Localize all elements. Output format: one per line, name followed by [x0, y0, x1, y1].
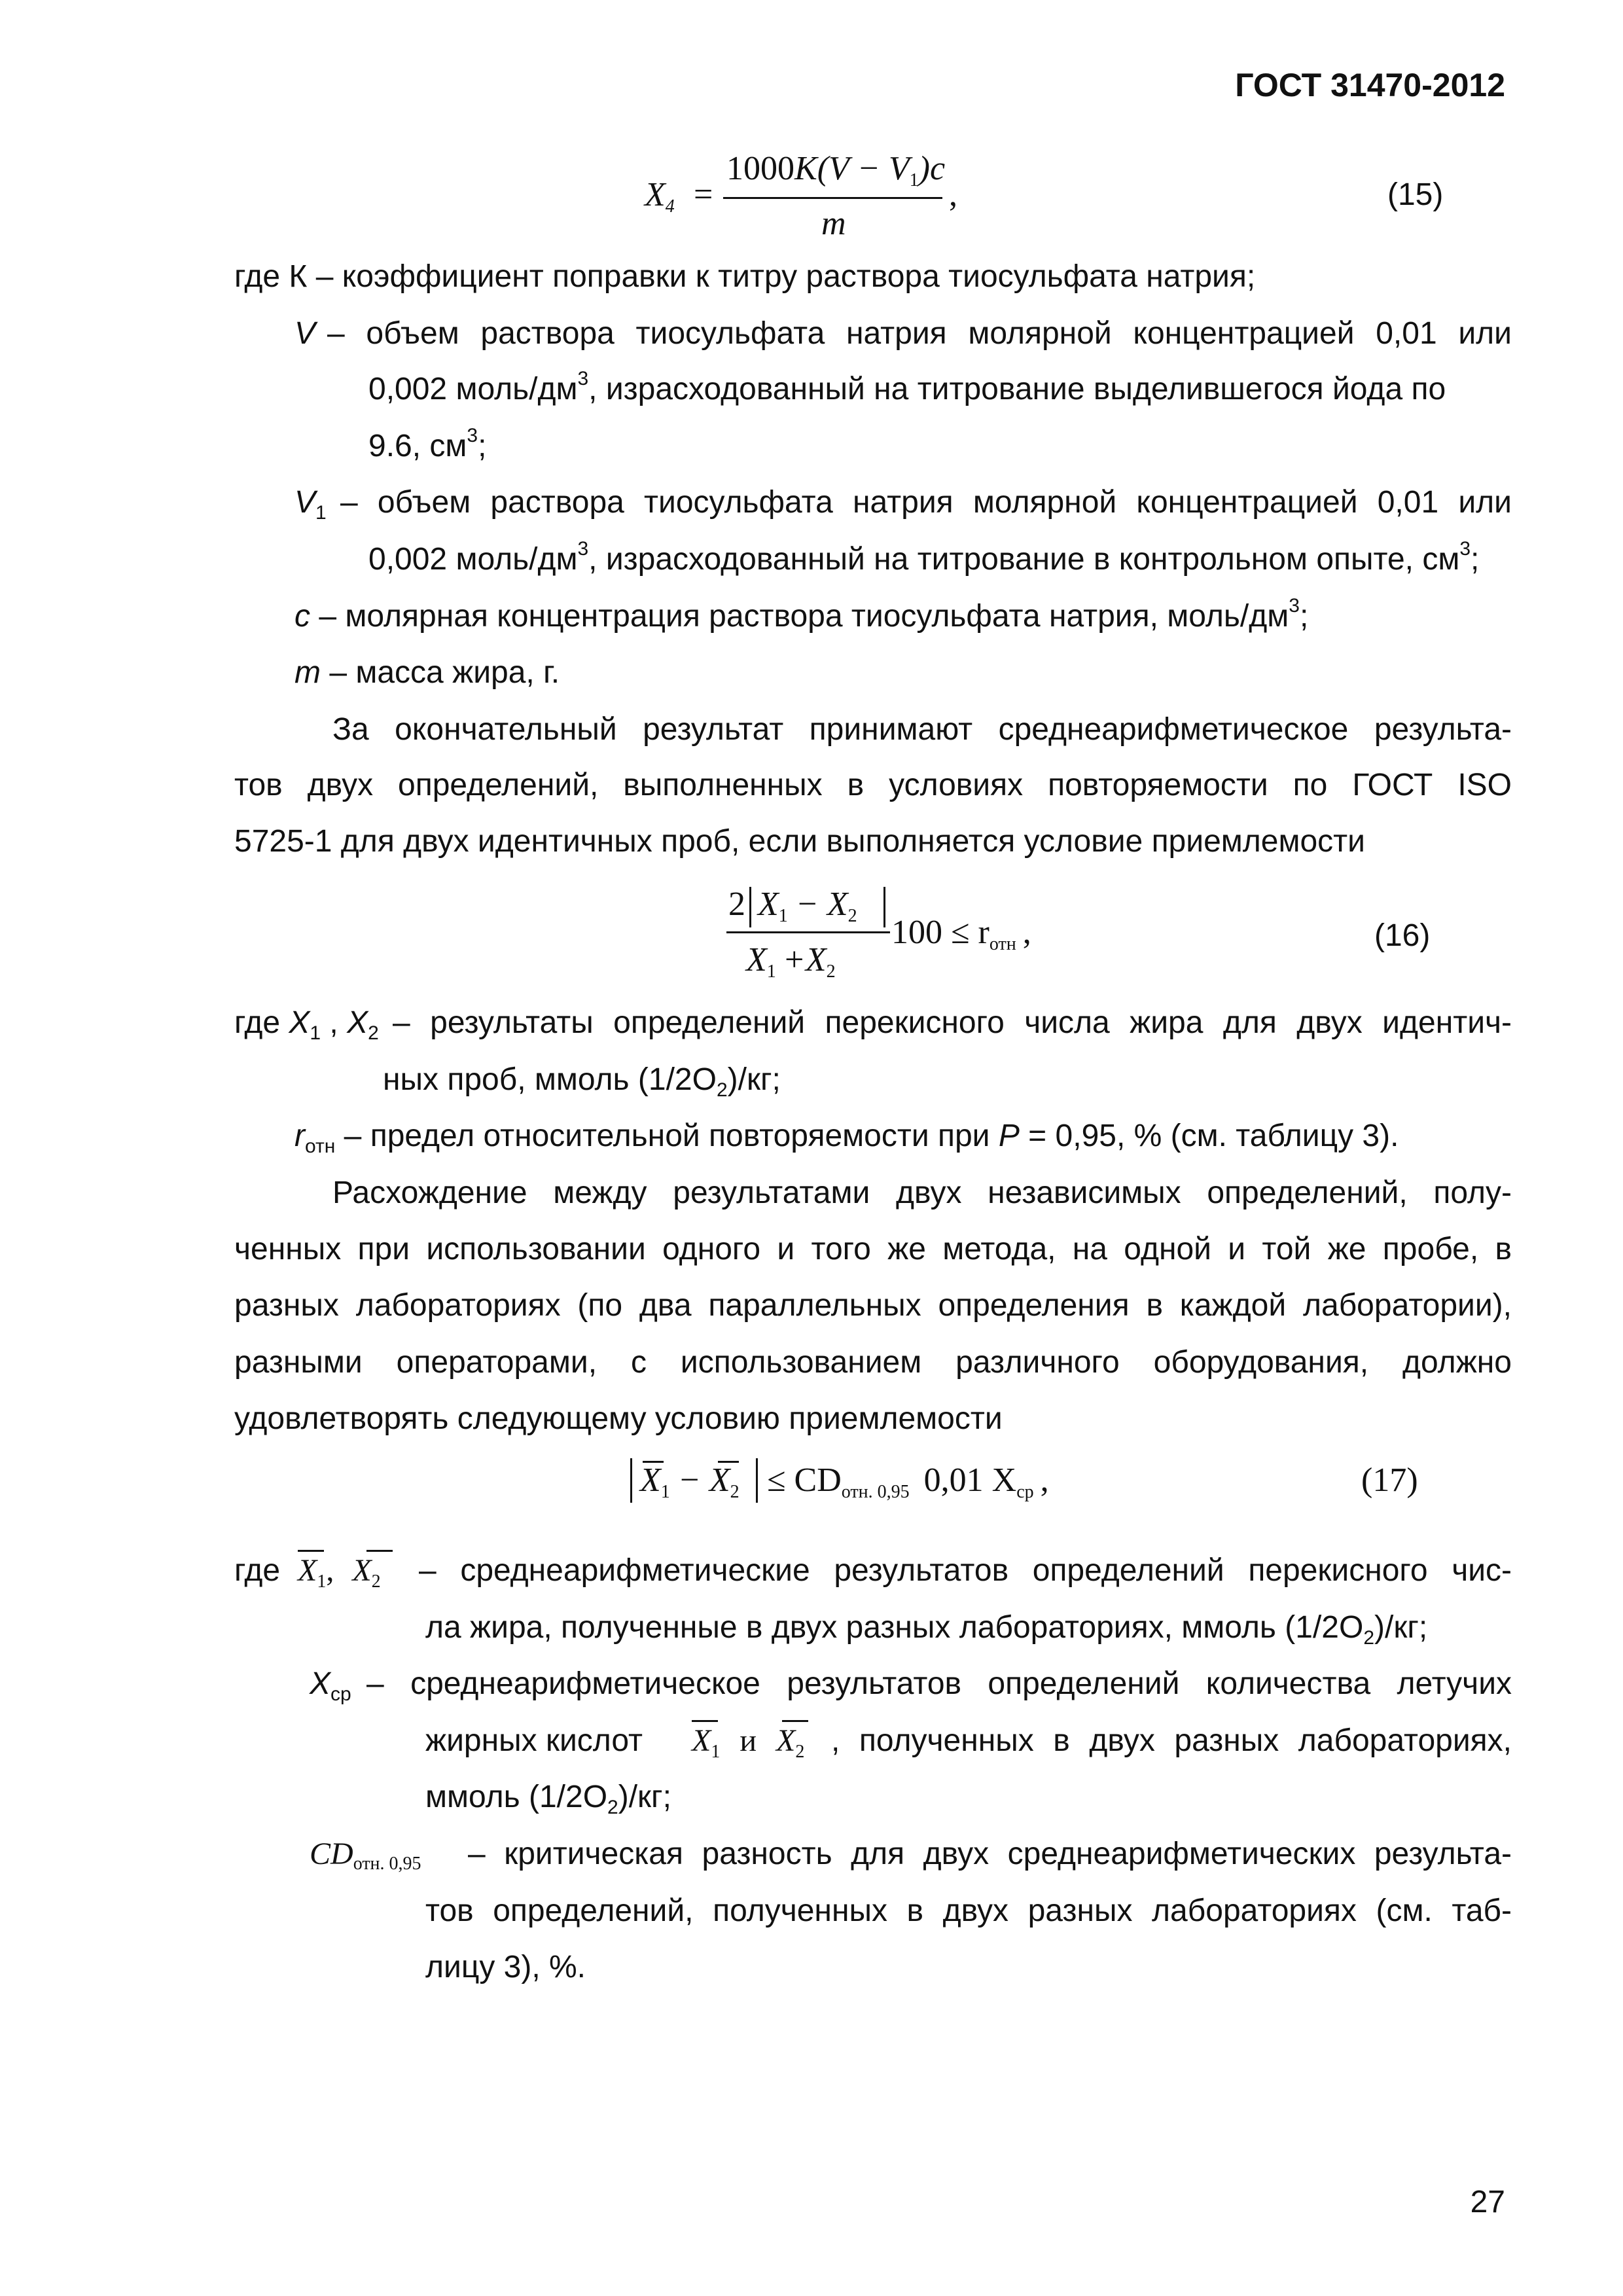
eq17-abs-left: [630, 1458, 632, 1503]
def-xsr-line2-lead: жирных кислот: [425, 1723, 643, 1758]
def-x1-x2-line2: ных проб, ммоль $(1/2О_2)/кг$;: [383, 1062, 781, 1101]
para2-line1: Расхождение между результатами двух независимых определений, полу-: [332, 1175, 1512, 1210]
def-k: где К – коэффициент поправки к титру раствора тиосульфата натрия;: [234, 259, 1256, 294]
def-xsr-line1: – среднеарифметическое результатов определений количества летучих: [366, 1666, 1512, 1701]
def-c: c – молярная концентрация раствора тиосульфата натрия, моль/$дм^3$;: [294, 595, 1309, 634]
eq16-abs-left: [749, 887, 751, 927]
eq15-lhs-sub: 4: [665, 196, 675, 217]
document-header: ГОСТ 31470-2012: [1235, 67, 1505, 103]
def-xsr-line2-symbols: $X_1$ и $X_2$: [692, 1723, 805, 1762]
eq15-numerator: 1000K(V − V1)c: [726, 150, 946, 190]
eq15-number: (15): [1387, 177, 1444, 212]
eq17-minus-x2: − X: [677, 1462, 730, 1499]
eq16-denominator: X1 +X2: [746, 941, 836, 982]
eq17-number: (17): [1361, 1462, 1418, 1499]
def-v-symbol: V: [294, 316, 316, 351]
def-m: m – масса жира, г.: [294, 655, 560, 690]
def-v-line2: 0,002 моль/$дм^3$, израсходованный на титрование выделившегося йода по: [368, 368, 1446, 406]
def-x1-x2-lead: где $X_1$ , $X_2$: [234, 1005, 379, 1044]
para2-line4: разными операторами, с использованием различного оборудования, должно: [234, 1345, 1512, 1380]
eq17-abs-right: [756, 1458, 758, 1503]
eq16-number: (16): [1374, 918, 1431, 953]
eq16-fraction-bar: [726, 931, 890, 933]
def-r-otn: $r_{отн}$ – предел относительной повторяемости при P = 0,95, % (см. таблицу 3).: [294, 1119, 1399, 1157]
eq17-x1: X: [640, 1462, 661, 1499]
eq15-lhs: X: [645, 176, 666, 213]
eq17-rhs: ≤ CDотн. 0,95 0,01 Xср ,: [767, 1462, 1049, 1502]
def-cd-line2: тов определений, полученных в двух разных лабораториях (см. таб-: [425, 1893, 1512, 1928]
def-v-line3: 9.6, $см^3$;: [368, 425, 487, 463]
page-number: 27: [1470, 2185, 1505, 2219]
def-xsr-symbol: $X_{ср}$: [310, 1666, 351, 1705]
def-v-line1: – объем раствора тиосульфата натрия молярной концентрацией 0,01 или: [327, 316, 1512, 351]
def-xsr-line3: ммоль $(1/2О_2)/кг$;: [425, 1780, 671, 1818]
def-v1-symbol: $V_1$: [294, 485, 327, 524]
eq15-comma: ,: [949, 176, 957, 213]
para1-line2: тов двух определений, выполненных в условиях повторяемости по ГОСТ ISO: [234, 768, 1512, 802]
eq15-equals: =: [694, 176, 713, 213]
eq16-numerator: 2: [728, 886, 745, 923]
def-v1-line2: 0,002 моль/$дм^3$, израсходованный на титрование в контрольном опыте, $см^3$;: [368, 538, 1480, 577]
eq15-denominator: m: [821, 205, 846, 242]
para2-line3: разных лабораториях (по два параллельных определения в каждой лаборатории),: [234, 1288, 1512, 1323]
def-xbar-symbols: $X_1$, $X_2$: [298, 1553, 381, 1592]
def-cd-symbol: CDотн. 0,95: [310, 1837, 421, 1874]
eq16-rhs: 100 ≤ rотн ,: [891, 914, 1031, 954]
def-x1-x2-line1: – результаты определений перекисного числа жира для двух идентич-: [393, 1005, 1512, 1040]
def-xsr-line2-rest: , полученных в двух разных лабораториях,: [831, 1723, 1512, 1758]
def-xbar-line2: ла жира, полученные в двух разных лабораториях, ммоль $(1/2О_2)/кг$;: [425, 1610, 1428, 1649]
def-xbar-lead: где: [234, 1553, 281, 1588]
def-cd-line3: лицу 3), %.: [425, 1950, 586, 1984]
eq16-abs-right: [883, 887, 885, 927]
def-cd-line1: – критическая разность для двух среднеарифметических результа-: [468, 1837, 1512, 1871]
eq15-fraction-bar: [723, 197, 942, 199]
eq16-x1: X: [758, 886, 779, 923]
def-v1-line1: – объем раствора тиосульфата натрия молярной концентрацией 0,01 или: [340, 485, 1512, 520]
def-xbar-line1: – среднеарифметические результатов определений перекисного чис-: [419, 1553, 1512, 1588]
para2-line2: ченных при использовании одного и того же метода, на одной и той же пробе, в: [234, 1232, 1512, 1266]
para1-line3: 5725-1 для двух идентичных проб, если выполняется условие приемлемости: [234, 824, 1365, 859]
para1-line1: За окончательный результат принимают среднеарифметическое результа-: [332, 712, 1512, 747]
para2-line5: удовлетворять следующему условию приемлемости: [234, 1401, 1003, 1436]
eq16-minus-x2: − X: [795, 886, 848, 923]
